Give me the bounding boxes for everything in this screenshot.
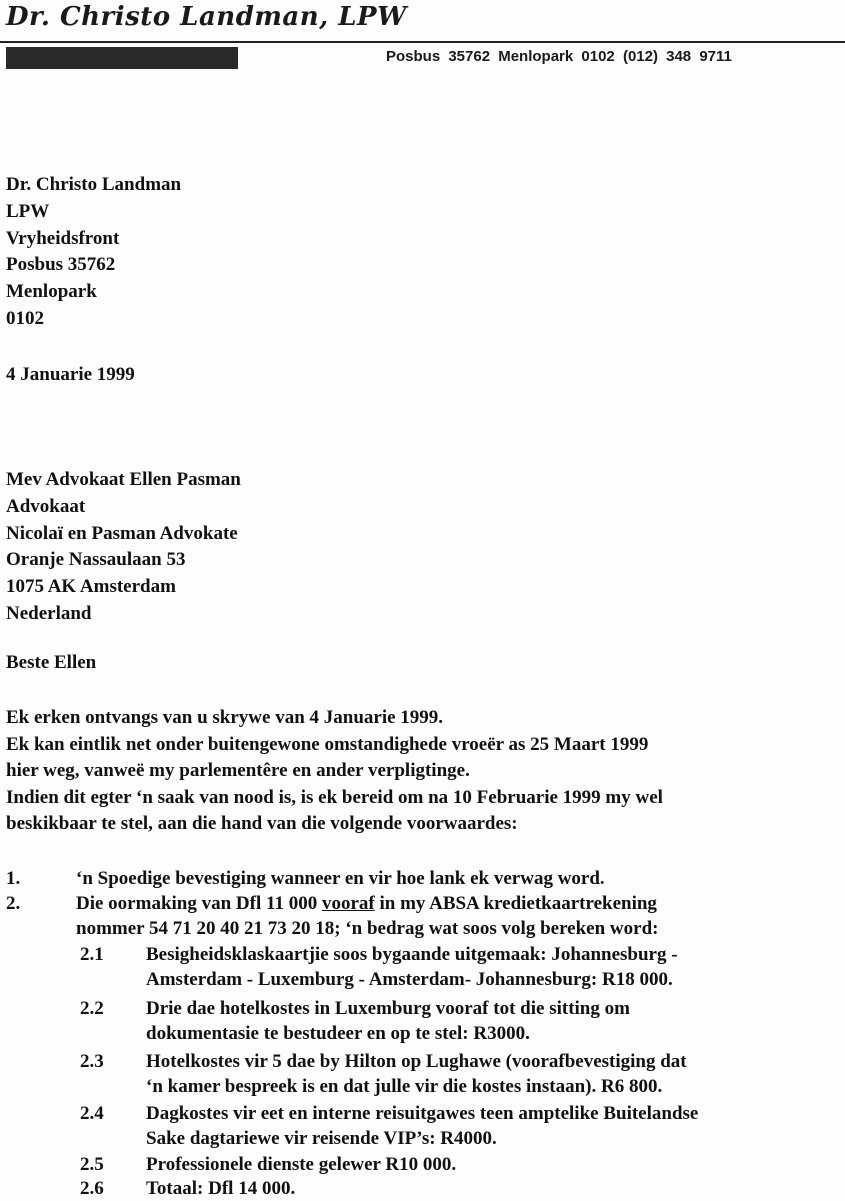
sender-address	[6, 172, 181, 333]
condition-continuation: nommer 54 71 20 40 21 73 20 18; ‘n bedrag wat soos volg bereken word:	[76, 918, 659, 939]
body-line: Ek erken ontvangs van u skrywe van 4 Januarie 1999.	[6, 707, 444, 728]
sub-item-line: Totaal: Dfl 14 000.	[146, 1178, 296, 1199]
body-line: beskikbaar te stel, aan die hand van die volgende voorwaardes:	[6, 813, 518, 835]
salutation: Beste Ellen	[6, 652, 97, 673]
condition-number: 1.	[6, 868, 21, 889]
sub-item-line: Professionele dienste gelewer R10 000.	[146, 1154, 457, 1175]
sub-item-line: Besigheidsklaskaartjie soos bygaande uitgemaak: Johannesburg -	[146, 944, 678, 965]
sub-item-line: Hotelkostes vir 5 dae by Hilton op Lughawe (voorafbevestiging dat	[146, 1051, 687, 1072]
sender-line: 0102	[6, 307, 44, 329]
condition-text-part: Die oormaking van Dfl 11 000	[76, 893, 322, 914]
recipient-line: Nicolaï en Pasman Advokate	[6, 522, 238, 544]
condition-underlined-word: vooraf	[321, 893, 375, 914]
sender-line: Menlopark	[6, 281, 97, 303]
sender-line: Vryheidsfront	[6, 227, 120, 249]
body-paragraph	[6, 705, 663, 838]
sub-item-line: Drie dae hotelkostes in Luxemburg vooraf tot die sitting om	[146, 998, 630, 1019]
body-line: Ek kan eintlik net onder buitengewone omstandighede vroeër as 25 Maart 1999	[6, 733, 649, 755]
condition-text: ‘n Spoedige bevestiging wanneer en vir hoe lank ek verwag word.	[76, 868, 605, 889]
sub-item-line: Amsterdam - Luxemburg - Amsterdam- Johannesburg: R18 000.	[146, 969, 673, 990]
sub-item-number: 2.6	[80, 1178, 104, 1199]
sub-item-line: Sake dagtariewe vir reisende VIP’s: R4000.	[146, 1128, 497, 1149]
recipient-line: Oranje Nassaulaan 53	[6, 549, 186, 571]
sender-line: Dr. Christo Landman	[6, 174, 182, 195]
sub-item-number: 2.5	[80, 1154, 104, 1175]
letterhead-rule	[0, 41, 845, 43]
condition-number: 2.	[6, 893, 21, 914]
sub-item-line: dokumentasie te bestudeer en op te stel: R3000.	[146, 1023, 530, 1044]
letterhead-name: Dr. Christo Landman, LPW	[6, 2, 407, 32]
body-line: hier weg, vanweë my parlementêre en ander verpligtinge.	[6, 760, 470, 782]
sub-item-number: 2.2	[80, 998, 104, 1019]
recipient-line: Mev Advokaat Ellen Pasman	[6, 469, 241, 490]
letterhead-contact: Posbus 35762 Menlopark 0102 (012) 348 9711	[386, 48, 732, 65]
body-line: Indien dit egter ‘n saak van nood is, is ek bereid om na 10 Februarie 1999 my wel	[6, 786, 663, 808]
sub-item-line: ‘n kamer bespreek is en dat julle vir die kostes instaan). R6 800.	[146, 1076, 663, 1097]
recipient-line: Nederland	[6, 602, 92, 624]
condition-text	[76, 891, 657, 916]
letterhead-bar	[6, 47, 238, 69]
sub-item-number: 2.4	[80, 1103, 104, 1124]
sub-item-number: 2.3	[80, 1051, 104, 1072]
sub-item-number: 2.1	[80, 944, 104, 965]
recipient-line: Advokaat	[6, 495, 86, 517]
sender-line: Posbus 35762	[6, 254, 116, 276]
recipient-line: 1075 AK Amsterdam	[6, 576, 176, 598]
condition-text-part: in my ABSA kredietkaartrekening	[374, 893, 657, 914]
letter-date: 4 Januarie 1999	[6, 364, 135, 385]
sub-item-line: Dagkostes vir eet en interne reisuitgawes teen amptelike Buitelandse	[146, 1103, 699, 1124]
recipient-address	[6, 467, 241, 628]
sender-line: LPW	[6, 200, 50, 222]
